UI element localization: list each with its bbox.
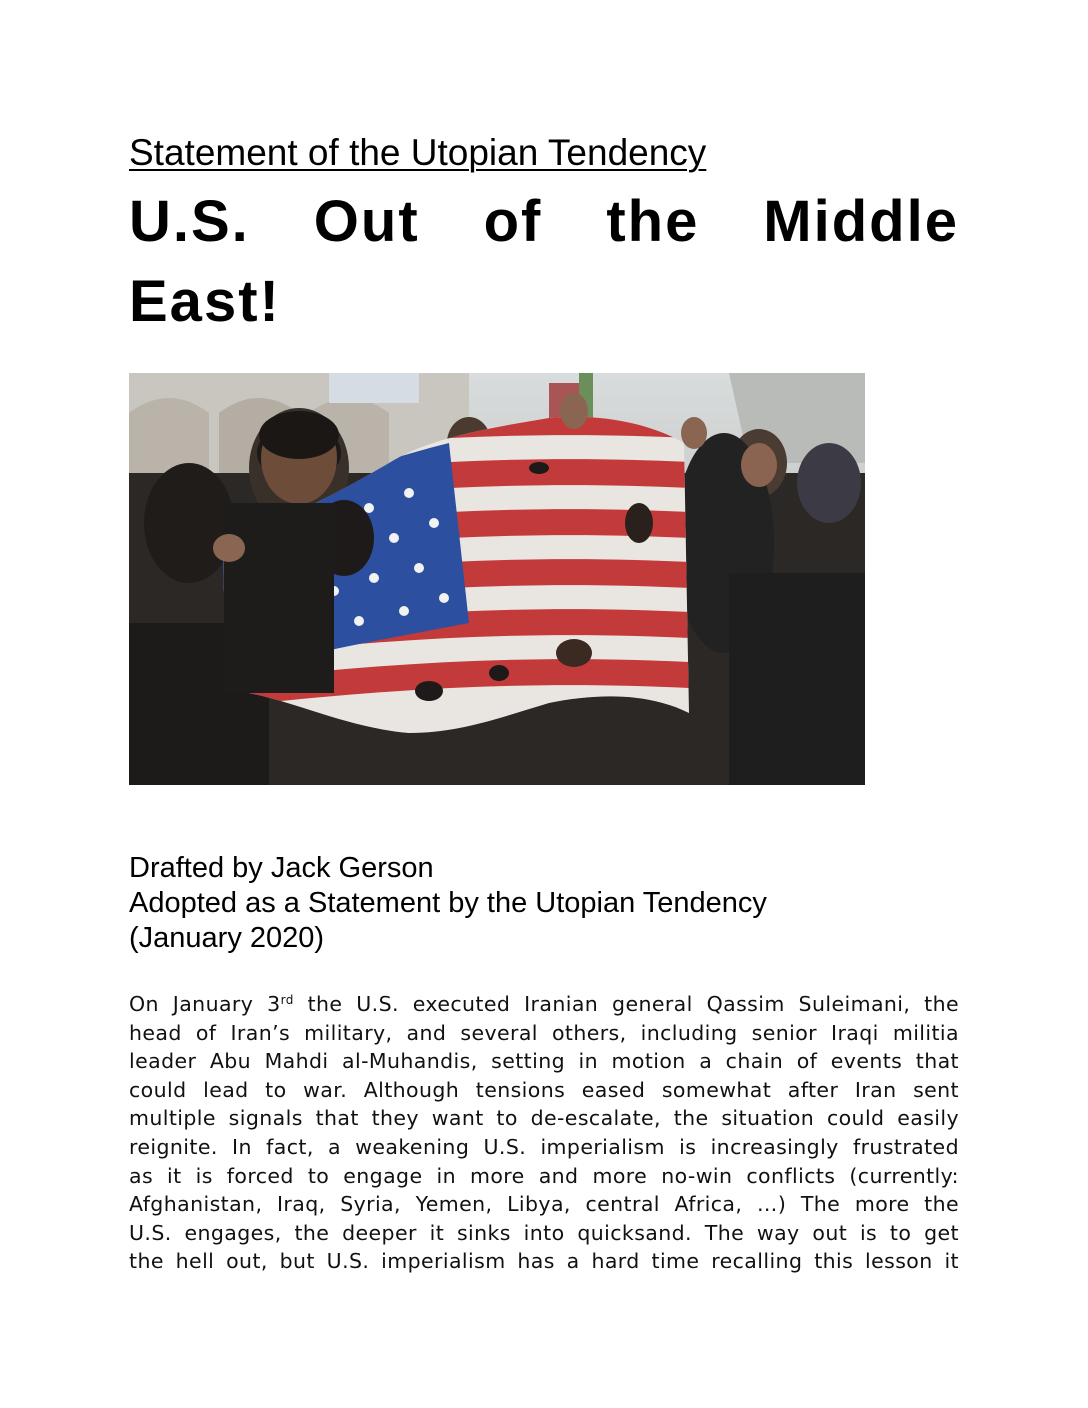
headline-word: Middle bbox=[763, 189, 959, 254]
headline bbox=[129, 182, 959, 342]
byline bbox=[129, 851, 767, 956]
protest-photo-image bbox=[129, 373, 865, 785]
body-line: could lead to war. Although tensions eased somewhat after Iran sent bbox=[129, 1077, 959, 1102]
body-line: reignite. In fact, a weakening U.S. imperialism is increasingly frustrated bbox=[129, 1134, 959, 1159]
headline-word: Out bbox=[313, 189, 420, 254]
body-line: the hell out, but U.S. imperialism has a hard time recalling this lesson it bbox=[129, 1249, 959, 1274]
body-line: Afghanistan, Iraq, Syria, Yemen, Libya, central Africa, …) The more the bbox=[129, 1192, 959, 1217]
headline-word: of bbox=[483, 189, 543, 254]
headline-word: U.S. bbox=[129, 189, 250, 254]
body-line: head of Iran’s military, and several others, including senior Iraqi militia bbox=[129, 1020, 959, 1045]
body-line: multiple signals that they want to de-escalate, the situation could easily bbox=[129, 1106, 959, 1131]
byline-date: (January 2020) bbox=[129, 922, 325, 954]
supertitle: Statement of the Utopian Tendency bbox=[129, 132, 707, 173]
protest-photo bbox=[129, 373, 865, 785]
byline-drafted: Drafted by Jack Gerson bbox=[129, 852, 434, 884]
headline-line-1 bbox=[129, 182, 959, 262]
headline-word: the bbox=[606, 189, 700, 254]
headline-line-2: East! bbox=[129, 269, 281, 334]
body-line: leader Abu Mahdi al-Muhandis, setting in motion a chain of events that bbox=[129, 1049, 959, 1074]
body-paragraph bbox=[129, 990, 959, 1276]
body-line: as it is forced to engage in more and more no-win conflicts (currently: bbox=[129, 1163, 959, 1188]
body-line: U.S. engages, the deeper it sinks into quicksand. The way out is to get bbox=[129, 1220, 959, 1245]
byline-adopted: Adopted as a Statement by the Utopian Tendency bbox=[129, 887, 767, 919]
body-line: On January 3rd the U.S. executed Iranian general Qassim Suleimani, the bbox=[129, 992, 959, 1016]
